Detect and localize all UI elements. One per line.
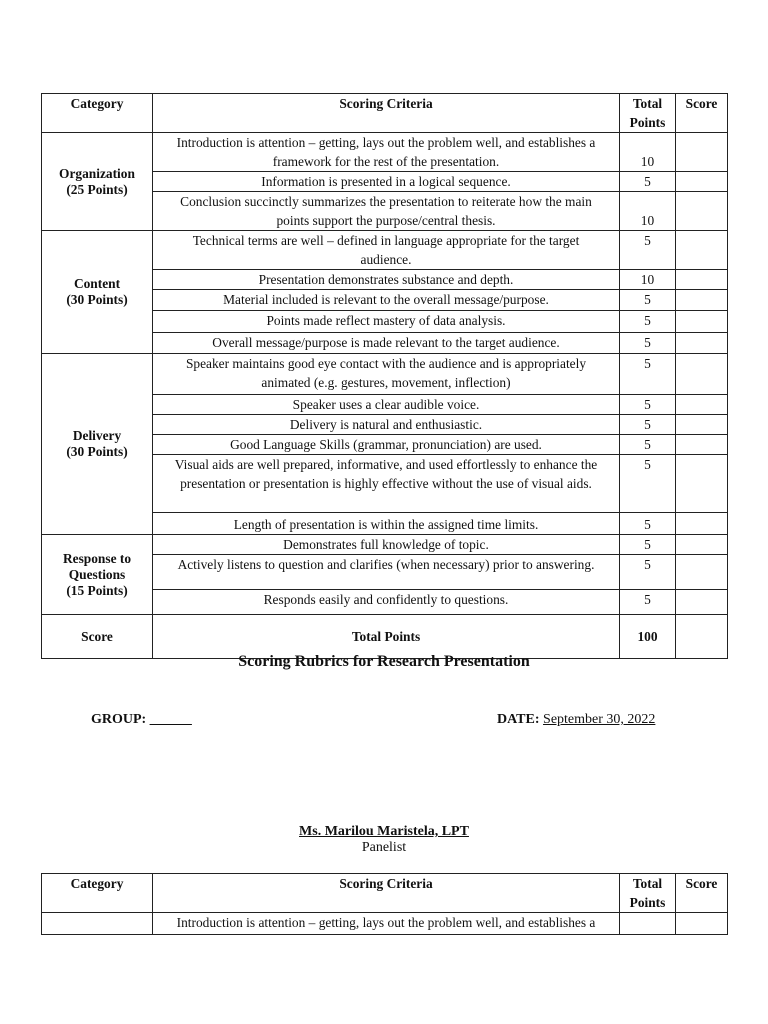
criteria-cell: Technical terms are well – defined in language appropriate for the target audience. — [153, 231, 620, 270]
group-label: GROUP: — [91, 712, 147, 727]
score-cell[interactable] — [676, 133, 728, 172]
criteria-cell: Speaker uses a clear audible voice. — [153, 395, 620, 415]
rubric-table — [41, 93, 728, 659]
points-cell: 5 — [620, 290, 676, 311]
criteria-cell: Introduction is attention – getting, lays out the problem well, and establishes a framework for the rest of the presentation. — [153, 133, 620, 172]
points-cell: 5 — [620, 311, 676, 333]
header-category: Category — [42, 94, 153, 133]
date-label: DATE: — [497, 712, 540, 727]
score-cell[interactable] — [676, 555, 728, 590]
points-cell: 5 — [620, 333, 676, 354]
header-category: Category — [42, 874, 153, 913]
points-cell: 5 — [620, 535, 676, 555]
criteria-cell: Points made reflect mastery of data analysis. — [153, 311, 620, 333]
criteria-cell: Visual aids are well prepared, informative, and used effortlessly to enhance the presentation or presentation is highly effective without the use of visual aids. — [153, 455, 620, 513]
criteria-cell: Information is presented in a logical sequence. — [153, 172, 620, 192]
header-criteria: Scoring Criteria — [153, 94, 620, 133]
points-cell: 5 — [620, 590, 676, 615]
score-cell[interactable] — [676, 435, 728, 455]
criteria-cell: Overall message/purpose is made relevant to the target audience. — [153, 333, 620, 354]
criteria-cell: Material included is relevant to the overall message/purpose. — [153, 290, 620, 311]
criteria-cell: Actively listens to question and clarifies (when necessary) prior to answering. — [153, 555, 620, 590]
category-content: Content (30 Points) — [42, 231, 153, 354]
header-total-points: Total Points — [620, 874, 676, 913]
table-row — [42, 354, 728, 395]
table-row — [42, 913, 728, 935]
score-cell[interactable] — [676, 290, 728, 311]
score-cell[interactable] — [676, 535, 728, 555]
score-cell[interactable] — [676, 395, 728, 415]
table-row — [42, 535, 728, 555]
footer-score-label: Score — [42, 615, 153, 659]
header-score: Score — [676, 874, 728, 913]
points-cell: 10 — [620, 270, 676, 290]
criteria-cell: Delivery is natural and enthusiastic. — [153, 415, 620, 435]
score-cell[interactable] — [676, 192, 728, 231]
score-cell[interactable] — [676, 590, 728, 615]
points-cell: 5 — [620, 395, 676, 415]
date-field — [497, 712, 655, 728]
header-score: Score — [676, 94, 728, 133]
group-field — [91, 712, 192, 728]
points-cell: 5 — [620, 172, 676, 192]
table-row — [42, 231, 728, 270]
category-cell — [42, 913, 153, 935]
criteria-cell: Presentation demonstrates substance and depth. — [153, 270, 620, 290]
score-cell[interactable] — [676, 231, 728, 270]
points-cell: 10 — [620, 133, 676, 172]
category-response: Response to Questions (15 Points) — [42, 535, 153, 615]
criteria-cell: Conclusion succinctly summarizes the presentation to reiterate how the main points support the purpose/central thesis. — [153, 192, 620, 231]
table-row — [42, 133, 728, 172]
score-cell[interactable] — [676, 615, 728, 659]
date-value: September 30, 2022 — [543, 712, 656, 727]
footer-total-label: Total Points — [153, 615, 620, 659]
header-total-points: Total Points — [620, 94, 676, 133]
category-organization: Organization (25 Points) — [42, 133, 153, 231]
criteria-cell: Good Language Skills (grammar, pronunciation) are used. — [153, 435, 620, 455]
criteria-cell: Responds easily and confidently to questions. — [153, 590, 620, 615]
table-header-row — [42, 94, 728, 133]
points-cell: 10 — [620, 192, 676, 231]
score-cell[interactable] — [676, 354, 728, 395]
group-blank[interactable]: ______ — [149, 712, 192, 727]
points-cell: 5 — [620, 354, 676, 395]
criteria-cell: Demonstrates full knowledge of topic. — [153, 535, 620, 555]
category-delivery: Delivery (30 Points) — [42, 354, 153, 535]
table-header-row — [42, 874, 728, 913]
points-cell: 5 — [620, 415, 676, 435]
points-cell: 5 — [620, 435, 676, 455]
criteria-cell: Speaker maintains good eye contact with the audience and is appropriately animated (e.g. gestures, movement, inflection) — [153, 354, 620, 395]
score-cell[interactable] — [676, 913, 728, 935]
score-cell[interactable] — [676, 415, 728, 435]
criteria-cell: Length of presentation is within the assigned time limits. — [153, 513, 620, 535]
page-title: Scoring Rubrics for Research Presentation — [238, 653, 530, 670]
score-cell[interactable] — [676, 270, 728, 290]
points-cell — [620, 913, 676, 935]
points-cell: 5 — [620, 231, 676, 270]
panelist-role: Panelist — [361, 840, 407, 855]
score-cell[interactable] — [676, 513, 728, 535]
panelist-name: Ms. Marilou Maristela, LPT — [299, 824, 469, 839]
points-cell: 5 — [620, 455, 676, 513]
criteria-cell: Introduction is attention – getting, lays out the problem well, and establishes a — [153, 913, 620, 935]
header-criteria: Scoring Criteria — [153, 874, 620, 913]
score-cell[interactable] — [676, 333, 728, 354]
score-cell[interactable] — [676, 172, 728, 192]
score-cell[interactable] — [676, 311, 728, 333]
panelist-signature — [0, 824, 768, 856]
score-cell[interactable] — [676, 455, 728, 513]
footer-total-value: 100 — [620, 615, 676, 659]
rubric-table-2 — [41, 873, 728, 935]
points-cell: 5 — [620, 555, 676, 590]
points-cell: 5 — [620, 513, 676, 535]
total-row — [42, 615, 728, 659]
